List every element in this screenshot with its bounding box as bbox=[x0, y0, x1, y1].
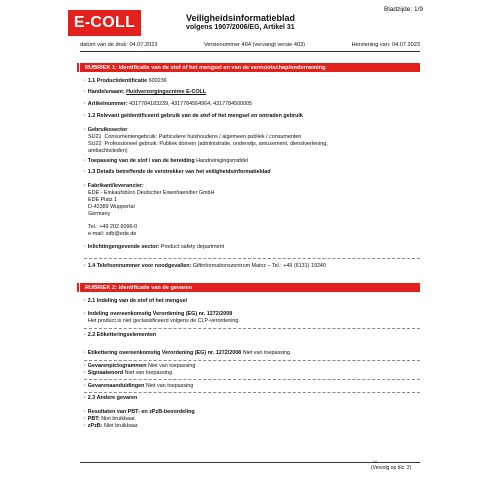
address-line-1: EDE - Einkaufsbüro Deutscher Eisenhaendler GmbH bbox=[88, 190, 215, 196]
address-line-3: D-42389 Wuppertal bbox=[88, 204, 135, 210]
application: · Toepassing van de stof / van de bereiding Handreinigingsmiddel bbox=[84, 158, 248, 164]
hazard-statements: · Gevarenaanduidingen Niet van toepassing bbox=[84, 383, 194, 389]
labelling-regulation: · Etikettering overeenkomstig Verordening (EG) nr. 1272/2008 Niet van toepassing bbox=[84, 350, 291, 356]
classification-heading: · 2.1 Indeling van de stof of het mengsel bbox=[84, 298, 187, 304]
product-identification: · 1.1 Productidentificatie 600236 bbox=[84, 78, 167, 84]
print-date: datum van de druk: 04.07.2023 bbox=[80, 42, 158, 48]
trade-name: · Handelsnaam: Huidverzorgingscrème E-COLL bbox=[84, 89, 207, 95]
article-number: · Artikelnummer: 4317784183239, 4317784564964, 4317784500005 bbox=[84, 101, 253, 107]
page-number: Bladzijde: 1/9 bbox=[384, 6, 424, 13]
document-title: Veiligheidsinformatieblad bbox=[186, 13, 296, 23]
classification-text: Het product is niet geclassificeerd volgens de CLP-verordening. bbox=[88, 318, 240, 324]
footer-divider bbox=[80, 462, 420, 463]
other-hazards-heading: · 2.3 Andere gevaren bbox=[84, 395, 138, 401]
info-department: · Inlichtingengevende sector: Product safety department bbox=[84, 244, 225, 250]
usage-sector-label: · Gebruikssector bbox=[84, 127, 128, 133]
zpzb-result: · zPzB: Niet bruikbaar. bbox=[84, 423, 139, 429]
section-2-header: RUBRIEK 2: Identificatie van de gevaren bbox=[80, 283, 420, 292]
relevant-use-heading: · 1.2 Relevant geïdentificeerd gebruik van de stof of het mengsel en ontraden gebruik bbox=[84, 113, 303, 119]
continued-note: (Vervolg op blz. 2) bbox=[371, 465, 412, 471]
version-number: Versienummer 404 (vervangt versie 403) bbox=[203, 42, 306, 48]
su22-row: SU22 Professioneel gebruik: Publiek domein (administratie, onderwijs, amusement, dienstverlening, bbox=[88, 141, 328, 147]
revision-date: Herziening van: 04.07.2023 bbox=[351, 42, 420, 48]
section-marker bbox=[77, 283, 79, 292]
signal-word: · Signaalwoord Niet van toepassing bbox=[84, 370, 172, 376]
su22-row-continued: ambachtslieden) bbox=[88, 148, 128, 154]
meta-row bbox=[80, 42, 420, 48]
language-code: NL bbox=[373, 459, 379, 464]
pbt-result: · PBT: Niet bruikbaar. bbox=[84, 416, 137, 422]
classification-regulation: · Indeling overeenkomstig Verordening (EG) nr. 1272/2008 bbox=[84, 311, 233, 317]
divider bbox=[84, 360, 420, 361]
emergency-phone: · 1.4 Telefoonnummer voor noodgevallen: Giftinformationszentrum Mainz – Tel.: +49 (6131) 19240 bbox=[84, 263, 326, 269]
su21-row: SU21 Consumentengebruik: Particuliere huishoudens / algemeen publiek / consumenten bbox=[88, 134, 302, 140]
hazard-pictograms: · Gevarenpictogrammen Niet van toepassing bbox=[84, 363, 196, 369]
telephone: Tel.: +49 202 6096-0 bbox=[88, 224, 138, 230]
divider bbox=[84, 328, 420, 329]
divider bbox=[84, 379, 420, 380]
divider bbox=[84, 392, 420, 393]
section-marker bbox=[77, 63, 79, 72]
label-elements-heading: · 2.2 Etiketteringselementen bbox=[84, 332, 157, 338]
header-divider bbox=[80, 51, 420, 52]
manufacturer-label: · Fabrikant/leverancier: bbox=[84, 183, 144, 189]
divider bbox=[84, 258, 420, 259]
email: e-mail: sdb@ede.de bbox=[88, 231, 137, 237]
pbt-assessment-heading: · Resultaten van PBT- en zPzB-beoordeling bbox=[84, 409, 195, 415]
section-1-header: RUBRIEK 1: Identificatie van de stof of het mengsel en van de vennootschap/onderneming bbox=[80, 63, 420, 72]
supplier-details-heading: · 1.3 Details betreffende de verstrekker van het veiligheidsinformatieblad bbox=[84, 169, 271, 175]
address-line-4: Germany bbox=[88, 211, 111, 217]
address-line-2: EDE Platz 1 bbox=[88, 197, 118, 203]
company-logo: E-COLL bbox=[68, 10, 141, 36]
document-subtitle: volgens 1907/2006/EG, Artikel 31 bbox=[186, 24, 295, 31]
